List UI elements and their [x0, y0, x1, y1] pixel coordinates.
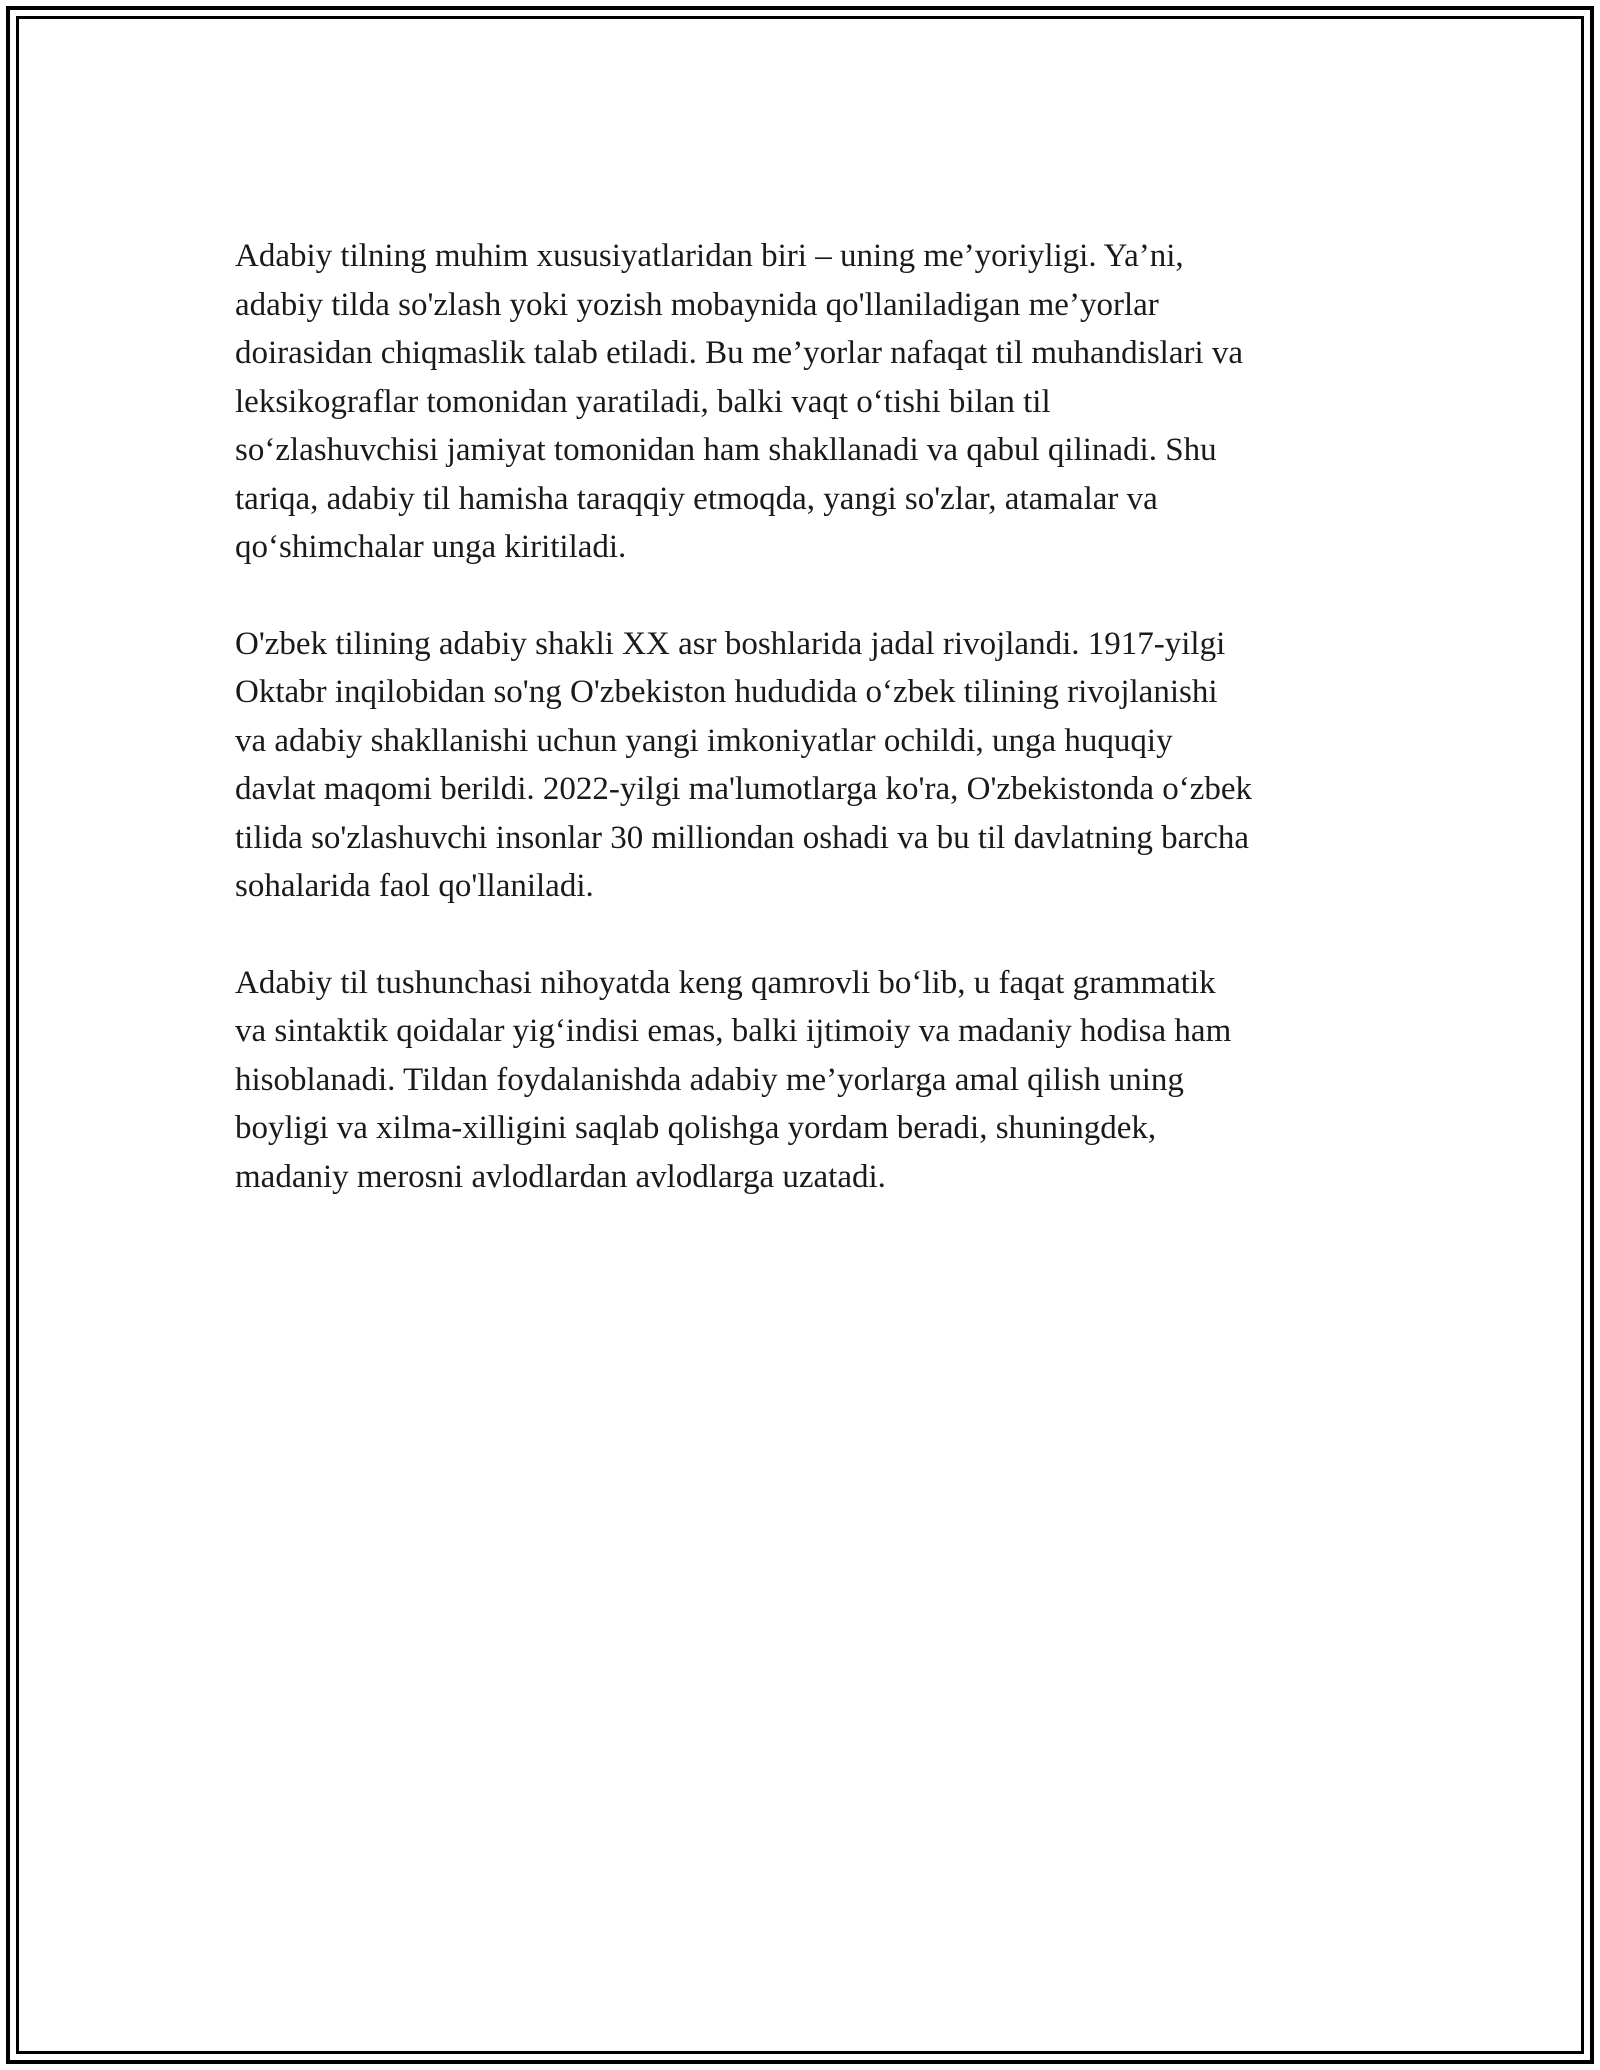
paragraph-2: O'zbek tilining adabiy shakli XX asr boshlarida jadal rivojlandi. 1917-yilgi Oktabr inqilobidan so'ng O'zbekiston hududida o‘zbek tilining rivojlanishi va adabiy shakllanishi uchun yangi imkoniyatlar ochildi, unga huquqiy davlat maqomi berildi. 2022-yilgi ma'lumotlarga ko'ra, O'zbekistonda o‘zbek tilida so'zlashuvchi insonlar 30 milliondan oshadi va bu til davlatning barcha sohalarida faol qo'llaniladi.: [235, 625, 1253, 904]
paragraph-3: Adabiy til tushunchasi nihoyatda keng qamrovli bo‘lib, u faqat grammatik va sintaktik qoidalar yig‘indisi emas, balki ijtimoiy va madaniy hodisa ham hisoblanadi. Tildan foydalanishda adabiy me’yorlarga amal qilish uning boyligi va xilma-xilligini saqlab qolishga yordam beradi, shuningdek, madaniy merosni avlodlardan avlodlarga uzatadi.: [235, 964, 1232, 1195]
paragraph-1: Adabiy tilning muhim xususiyatlaridan biri – uning me’yoriyligi. Ya’ni, adabiy tilda so'zlash yoki yozish mobaynida qo'llaniladigan me’yorlar doirasidan chiqmaslik talab etiladi. Bu me’yorlar nafaqat til muhandislari va leksikograflar tomonidan yaratiladi, balki vaqt o‘tishi bilan til so‘zlashuvchisi jamiyat tomonidan ham shakllanadi va qabul qilinadi. Shu tariqa, adabiy til hamisha taraqqiy etmoqda, yangi so'zlar, atamalar va qo‘shimchalar unga kiritiladi.: [235, 238, 1244, 565]
document-body: [235, 232, 1385, 1249]
